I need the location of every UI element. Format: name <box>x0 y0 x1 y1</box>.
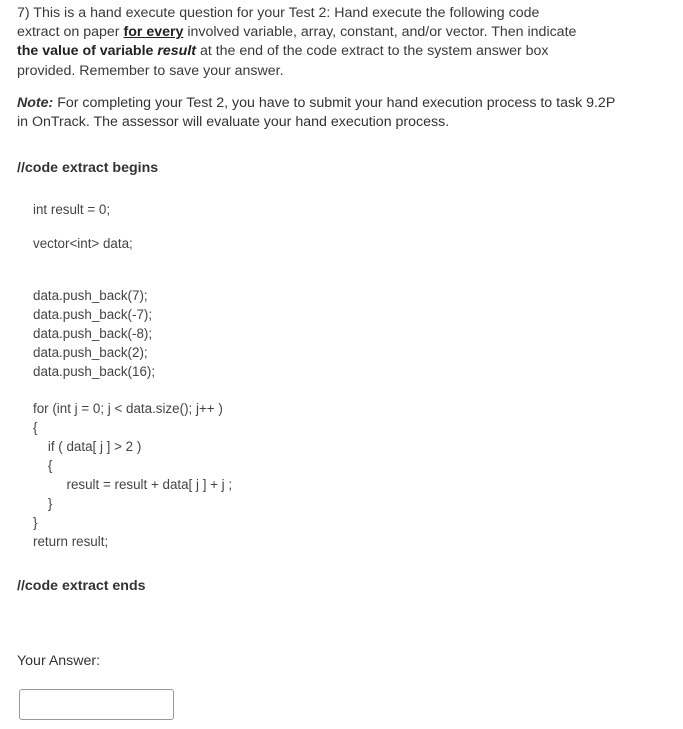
code-return: return result; <box>33 534 109 549</box>
code-for-loop: for (int j = 0; j < data.size(); j++ ) <box>33 401 223 416</box>
code-line-declare-result: int result = 0; <box>33 202 111 217</box>
code-end-comment: //code extract ends <box>17 578 146 594</box>
code-push-back-1: data.push_back(7); <box>33 288 148 303</box>
answer-label: Your Answer: <box>17 653 101 669</box>
note-paragraph <box>17 94 617 132</box>
note-text: For completing your Test 2, you have to submit your hand execution process to task 9.2P in OnTrack. The assessor will evaluate your hand execution process. <box>17 95 616 130</box>
question-emphasis-result: result <box>157 43 196 60</box>
question-part3: at the end of the code extract to the system answer box provided. Remember to save your answer. <box>17 43 549 79</box>
question-emphasis-for-every: for every <box>123 24 184 41</box>
code-accumulate: result = result + data[ j ] + j ; <box>33 477 233 492</box>
note-label: Note: <box>17 95 54 111</box>
code-push-back-3: data.push_back(-8); <box>33 326 153 341</box>
question-part1: 7) This is a hand execute question for your Test 2: Hand execute the following code extract on paper <box>17 5 540 41</box>
code-if-statement: if ( data[ j ] > 2 ) <box>33 439 142 454</box>
code-open-brace: { <box>33 420 38 435</box>
code-push-back-2: data.push_back(-7); <box>33 307 153 322</box>
code-begin-comment: //code extract begins <box>17 160 159 176</box>
code-push-back-4: data.push_back(2); <box>33 345 148 360</box>
question-part2: involved variable, array, constant, and/or vector. Then indicate <box>183 24 577 41</box>
answer-input[interactable] <box>19 689 174 720</box>
code-push-back-5: data.push_back(16); <box>33 364 156 379</box>
code-if-close-brace: } <box>33 496 53 511</box>
question-text <box>17 4 577 81</box>
code-line-declare-vector: vector<int> data; <box>33 236 133 251</box>
code-if-open-brace: { <box>33 458 53 473</box>
question-emphasis-value: the value of variable <box>17 43 158 60</box>
code-close-brace: } <box>33 515 38 530</box>
